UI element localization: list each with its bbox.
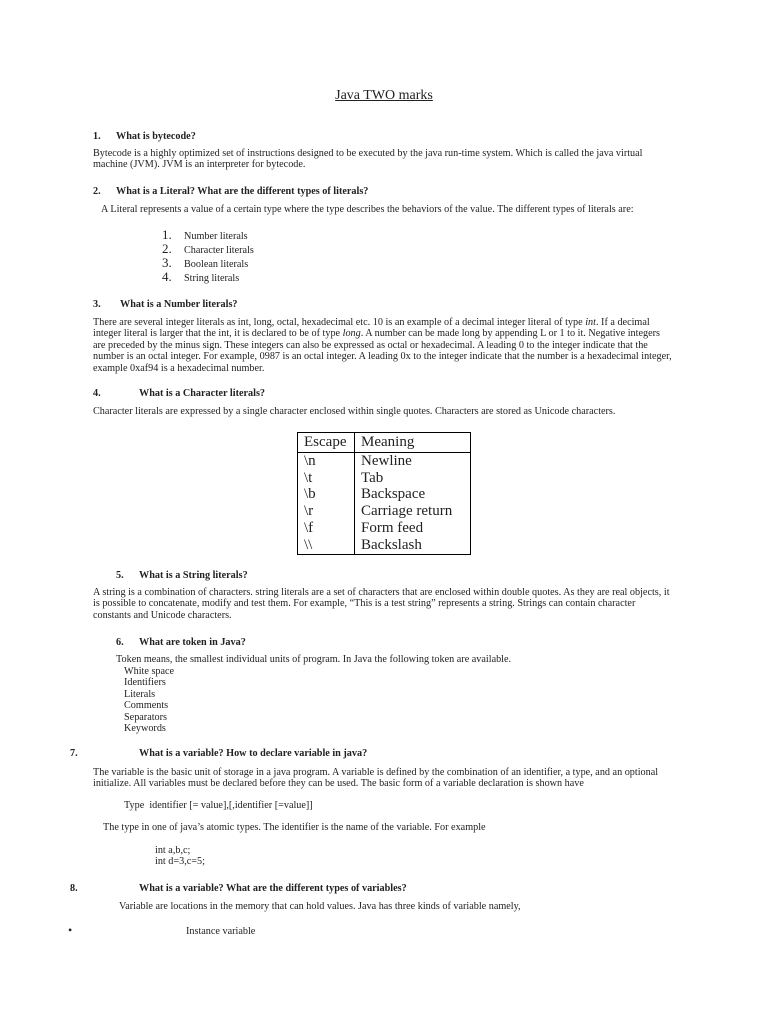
- answer-7: The variable is the basic unit of storage in a java program. A variable is defined by the combination of an identifier, a type, and an optional initialize. All variables must be declared before they can be used. The basic form of a variable declaration is shown have: [93, 767, 659, 790]
- question-text: What is bytecode?: [116, 131, 196, 142]
- question-number: 1.: [93, 131, 101, 142]
- question-text: What is a Literal? What are the different types of literals?: [116, 186, 369, 197]
- question-6: [116, 632, 246, 650]
- table-header-row: [298, 433, 471, 453]
- list-item: Identifiers: [124, 677, 166, 689]
- question-number: 8.: [70, 883, 78, 894]
- table-header: Escape: [298, 433, 355, 453]
- question-text: What are token in Java?: [139, 637, 246, 648]
- list-item: Comments: [124, 700, 169, 712]
- answer-1: Bytecode is a highly optimized set of instructions designed to be executed by the java run-time system. Which is called the java virtual machine (JVM). JVM is an interpreter for bytecode.: [93, 148, 643, 171]
- answer-5: A string is a combination of characters. string literals are a set of characters that are enclosed within double quotes. As they are real objects, it is possible to concatenate, modify and test them. For example, “This is a test string” represents a string. Strings can contain character constants and Unicode characters.: [93, 587, 670, 621]
- answer-4: Character literals are expressed by a single character enclosed within single quotes. Characters are stored as Unicode characters.: [93, 406, 616, 417]
- code-line: int a,b,c;: [155, 845, 191, 856]
- question-number: 2.: [93, 186, 101, 197]
- list-item: Literals: [124, 688, 156, 700]
- question-number: 5.: [116, 570, 124, 581]
- bullet-icon: •: [68, 923, 73, 937]
- question-2: [93, 181, 368, 199]
- question-7: [70, 743, 367, 761]
- question-text: What is a variable? What are the different types of variables?: [139, 883, 407, 894]
- question-text: What is a Character literals?: [139, 388, 266, 399]
- list-item: 1. Number literals: [162, 227, 248, 242]
- list-item: 3. Boolean literals: [162, 255, 249, 270]
- question-number: 3.: [93, 299, 101, 310]
- question-5: [116, 565, 248, 583]
- question-3: [93, 294, 238, 312]
- code-line: int d=3,c=5;: [155, 856, 205, 868]
- declaration-syntax: Type identifier [= value],[,identifier [=value]]: [124, 800, 313, 811]
- answer-2: A Literal represents a value of a certain type where the type describes the behaviors of the value. The different types of literals are:: [101, 204, 634, 215]
- table-row: \t Tab: [298, 470, 471, 487]
- answer-8: Variable are locations in the memory that can hold values. Java has three kinds of variable namely,: [119, 901, 521, 912]
- literal-types-list: [162, 227, 254, 283]
- bullet-item: [68, 923, 255, 938]
- table-row: \r Carriage return: [298, 503, 471, 520]
- answer-3: There are several integer literals as int, long, octal, hexadecimal etc. 10 is an example of a decimal integer literal of type int. If a decimal integer literal is larger that the int, it is declared to be of type long. A number can be made long by appending L or 1 to it. Negative integers are preceded by the minus sign. These integers can also be expressed as octal or hexadecimal. A leading 0 to the integer indicate that the number is an octal integer. For example, 0987 is an octal integer. A leading 0x to the integer indicate that the number is a hexadecimal integer, example 0xaf94 is a hexadecimal number.: [93, 317, 672, 374]
- code-example: [155, 845, 205, 868]
- table-header: Meaning: [355, 433, 471, 453]
- list-item: White space: [124, 666, 175, 677]
- page-title: Java TWO marks: [335, 88, 433, 103]
- table-row: \n Newline: [298, 452, 471, 469]
- answer-7-continued: The type in one of java’s atomic types. The identifier is the name of the variable. For example: [103, 822, 486, 833]
- question-number: 6.: [116, 637, 124, 648]
- list-item: Separators: [124, 711, 167, 723]
- question-4: [93, 383, 265, 401]
- list-item: 4. String literals: [162, 269, 240, 284]
- list-item: Keywords: [124, 723, 166, 735]
- table-row: \f Form feed: [298, 520, 471, 537]
- answer-6: Token means, the smallest individual units of program. In Java the following token are available.: [116, 654, 512, 665]
- table-row: \b Backspace: [298, 486, 471, 503]
- question-text: What is a variable? How to declare variable in java?: [139, 748, 368, 759]
- question-number: 7.: [70, 748, 78, 759]
- list-item: 2. Character literals: [162, 241, 254, 256]
- question-8: [70, 878, 407, 896]
- question-text: What is a String literals?: [139, 570, 248, 581]
- table-row: \\ Backslash: [298, 537, 471, 554]
- question-1: [93, 126, 196, 144]
- token-list: [124, 666, 174, 734]
- escape-table: [297, 432, 471, 555]
- bullet-label: Instance variable: [186, 926, 256, 937]
- question-number: 4.: [93, 388, 101, 399]
- question-text: What is a Number literals?: [120, 299, 238, 310]
